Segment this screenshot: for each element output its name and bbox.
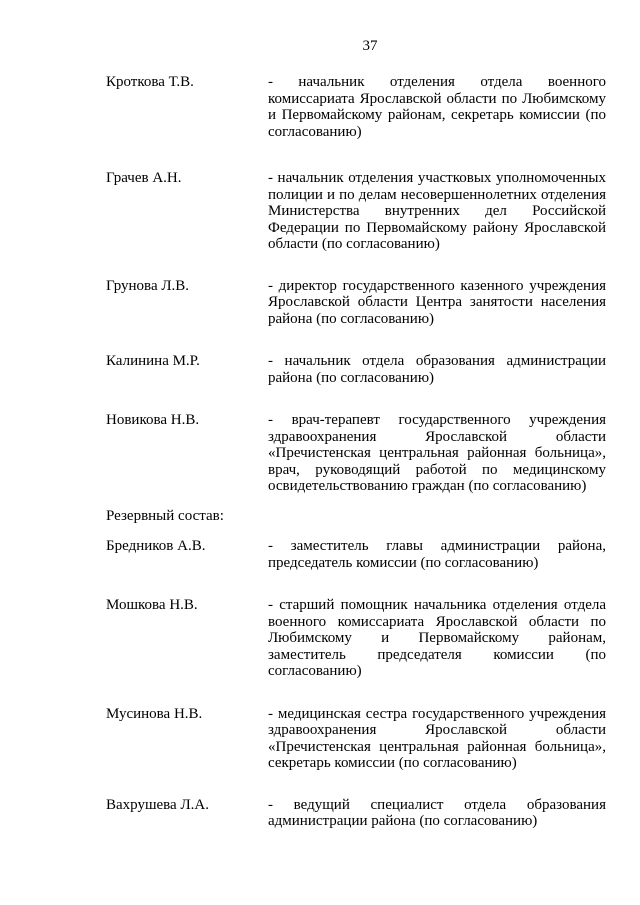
member-role: - заместитель главы администрации района, председатель комиссии (по согласованию): [268, 538, 606, 571]
member-role: - директор государственного казенного учреждения Ярославской области Центра занятости населения района (по согласованию): [268, 277, 606, 327]
reserve-member-entry: [106, 797, 606, 830]
member-entry: [106, 353, 606, 386]
member-entry: [106, 412, 606, 495]
member-role: - ведущий специалист отдела образования администрации района (по согласованию): [268, 796, 606, 829]
member-name: Грунова Л.В.: [106, 277, 190, 294]
member-entry: [106, 278, 606, 328]
member-role: - начальник отделения участковых уполномоченных полиции и по делам несовершеннолетних отделения Министерства внутренних дел Российской Федерации по Первомайскому району Ярославской области (по согласованию): [268, 170, 606, 252]
reserve-member-entry: [106, 597, 606, 680]
member-role: - врач-терапевт государственного учреждения здравоохранения Ярославской области «Пречистенская центральная районная больница», врач, руководящий работой по медицинскому освидетельствованию граждан (по согласованию): [268, 412, 606, 494]
member-name: Новикова Н.В.: [106, 412, 200, 428]
commission-list: [106, 74, 606, 830]
member-name: Бредников А.В.: [106, 538, 206, 554]
member-role: - медицинская сестра государственного учреждения здравоохранения Ярославской области «Пречистенская центральная районная больница», секретарь комиссии (по согласованию): [268, 705, 606, 771]
reserve-heading: Резервный состав:: [106, 507, 224, 524]
member-name: Мусинова Н.В.: [106, 705, 203, 722]
member-name: Мошкова Н.В.: [106, 597, 198, 613]
member-name: Вахрушева Л.А.: [106, 796, 209, 813]
reserve-member-entry: [106, 706, 606, 772]
member-name: Грачев А.Н.: [106, 170, 182, 186]
member-role: - начальник отдела образования администрации района (по согласованию): [268, 353, 606, 386]
page-number: 37: [362, 38, 378, 54]
member-role: - старший помощник начальника отделения отдела военного комиссариата Ярославской области по Любимскому и Первомайскому районам, заместитель председателя комиссии (по согласованию): [268, 597, 606, 679]
member-role: - начальник отделения отдела военного комиссариата Ярославской области по Любимскому и Первомайскому районам, секретарь комиссии (по согласованию): [268, 74, 606, 140]
member-name: Калинина М.Р.: [106, 353, 200, 369]
reserve-member-entry: [106, 538, 606, 571]
member-entry: [106, 170, 606, 253]
member-name: Кроткова Т.В.: [106, 74, 194, 90]
member-entry: [106, 74, 606, 140]
